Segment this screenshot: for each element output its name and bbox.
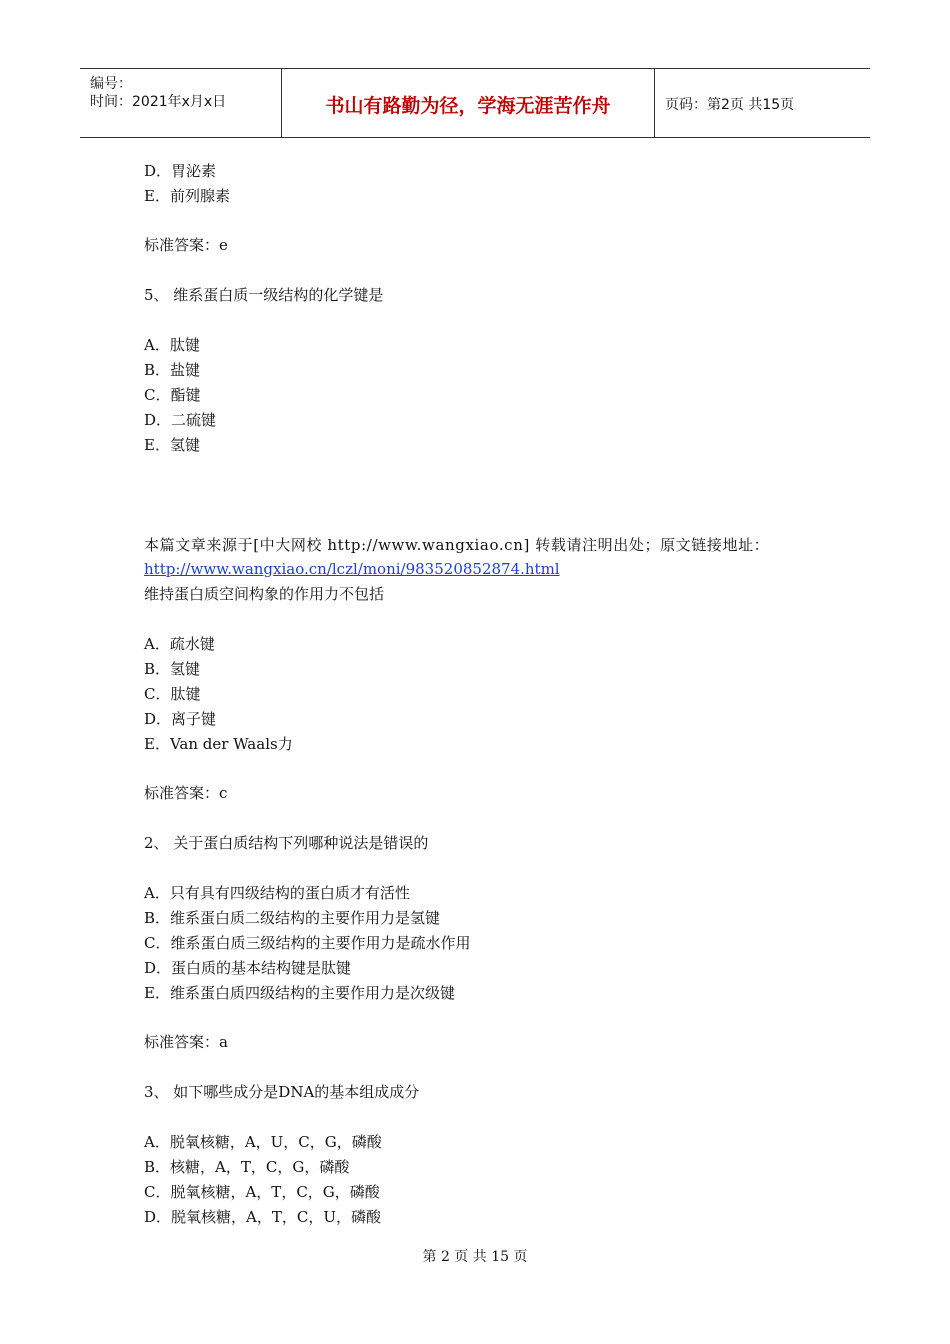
answer-line: 标准答案：e (144, 236, 228, 254)
source-note: 本篇文章来源于[中大网校 http://www.wangxiao.cn] 转载请注明出处；原文链接地址： (144, 536, 770, 554)
header-meta-cell (80, 69, 282, 137)
option-b: B．盐键 (144, 361, 201, 379)
option-d: D．脱氧核糖，A，T，C，U，磷酸 (144, 1208, 381, 1226)
option-e: E．Van der Waals力 (144, 735, 293, 753)
option-e: E．维系蛋白质四级结构的主要作用力是次级键 (144, 984, 455, 1002)
option-a: A．肽键 (144, 336, 200, 354)
page-footer: 第 2 页 共 15 页 (422, 1249, 528, 1265)
option-d: D．胃泌素 (144, 162, 217, 180)
answer-line: 标准答案：a (144, 1033, 228, 1051)
option-a: A．疏水键 (144, 635, 215, 653)
option-e: E．氢键 (144, 436, 200, 454)
question-title: 5、 维系蛋白质一级结构的化学键是 (144, 286, 384, 304)
document-date: 时间：2021年x月x日 (90, 94, 227, 110)
option-d: D．离子键 (144, 710, 217, 728)
header-page-info: 页码：第2页 共15页 (665, 97, 795, 113)
question-title: 2、 关于蛋白质结构下列哪种说法是错误的 (144, 834, 429, 852)
option-c: C．酯键 (144, 386, 201, 404)
option-c: C．维系蛋白质三级结构的主要作用力是疏水作用 (144, 934, 471, 952)
header-page-cell (655, 69, 870, 137)
option-b: B．核糖，A，T，C，G，磷酸 (144, 1158, 350, 1176)
option-c: C．肽键 (144, 685, 201, 703)
option-e: E．前列腺素 (144, 187, 230, 205)
option-b: B．氢键 (144, 660, 201, 678)
answer-line: 标准答案：c (144, 784, 228, 802)
page-header (80, 68, 870, 138)
option-d: D．蛋白质的基本结构键是肽键 (144, 959, 352, 977)
header-motto: 书山有路勤为径，学海无涯苦作舟 (325, 95, 611, 117)
question-title: 维持蛋白质空间构象的作用力不包括 (144, 585, 385, 603)
header-motto-cell (282, 69, 655, 137)
option-a: A．脱氧核糖，A，U，C，G，磷酸 (144, 1133, 382, 1151)
document-id-label: 编号： (90, 76, 132, 92)
option-c: C．脱氧核糖，A，T，C，G，磷酸 (144, 1183, 380, 1201)
option-d: D．二硫键 (144, 411, 217, 429)
option-b: B．维系蛋白质二级结构的主要作用力是氢键 (144, 909, 441, 927)
source-link[interactable]: http://www.wangxiao.cn/lczl/moni/983520852874.html (144, 560, 560, 578)
option-a: A．只有具有四级结构的蛋白质才有活性 (144, 884, 410, 902)
question-title: 3、 如下哪些成分是DNA的基本组成成分 (144, 1083, 420, 1101)
